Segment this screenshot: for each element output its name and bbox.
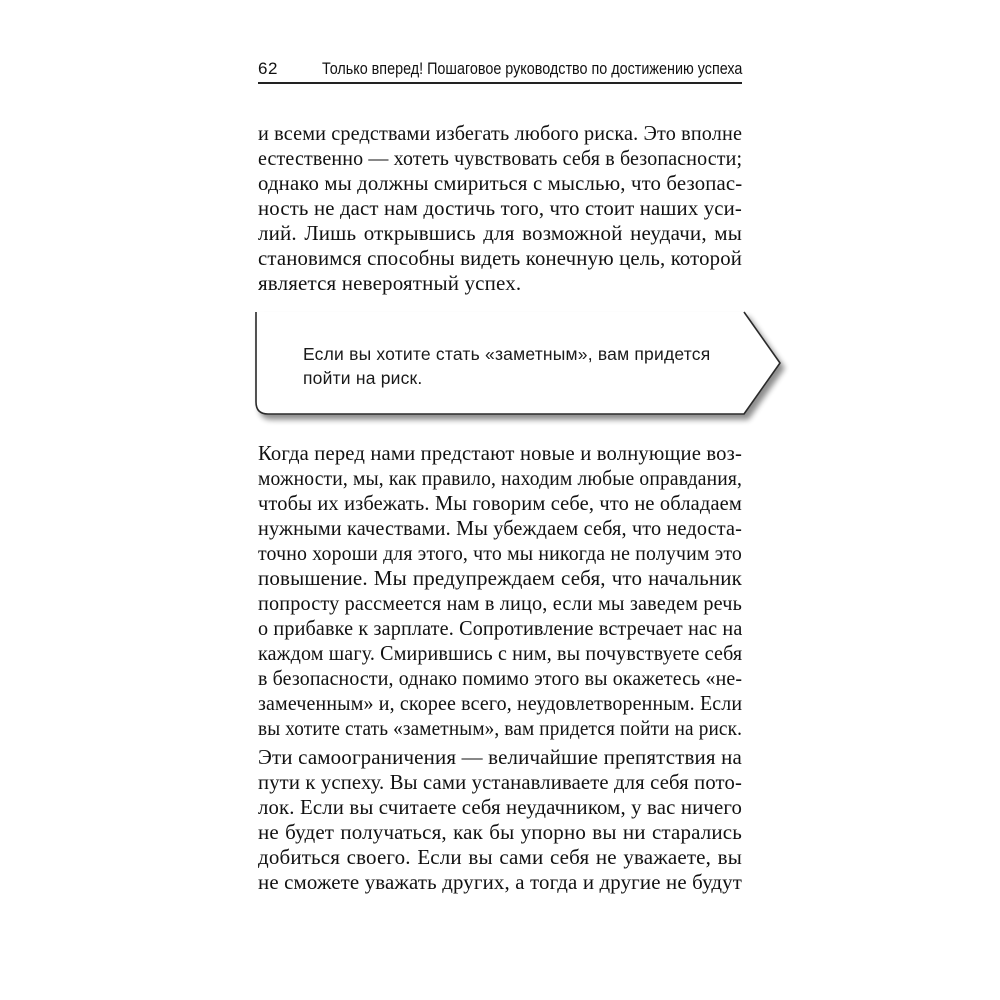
- text-line: не сможете уважать других, а тогда и другие не будут: [258, 870, 742, 894]
- running-head: [258, 56, 742, 82]
- text-line: попросту рассмеется нам в лицо, если мы заведем речь: [258, 591, 742, 615]
- page-number: 62: [258, 59, 278, 78]
- text-line: однако мы должны смириться с мыслью, что безопас-: [258, 171, 743, 195]
- header-rule: [258, 82, 742, 84]
- text-line: является невероятный успех.: [258, 271, 522, 295]
- paragraph-1: [258, 121, 742, 296]
- text-line: о прибавке к зарплате. Сопротивление встречает нас на: [258, 616, 743, 640]
- text-line: Эти самоограничения — величайшие препятствия на: [258, 745, 742, 769]
- text-line: замеченным» и, скорее всего, неудовлетворенным. Если: [258, 691, 743, 715]
- text-line: ность не даст нам достичь того, что стоит наших уси-: [258, 196, 743, 220]
- paragraph-3: [258, 745, 742, 895]
- callout-line: Если вы хотите стать «заметным», вам придется: [303, 344, 711, 364]
- paragraph-2: [258, 441, 742, 741]
- text-line: пути к успеху. Вы сами устанавливаете для себя пото-: [258, 770, 742, 794]
- callout-line: пойти на риск.: [303, 368, 423, 388]
- text-line: в безопасности, однако помимо этого вы окажетесь «не-: [258, 666, 743, 690]
- callout-text: [303, 342, 723, 390]
- text-line: добиться своего. Если вы сами себя не уважаете, вы: [258, 845, 742, 869]
- text-line: вы хотите стать «заметным», вам придется пойти на риск.: [258, 716, 743, 740]
- text-line: лий. Лишь открывшись для возможной неудачи, мы: [258, 221, 742, 245]
- text-line: не будет получаться, как бы упорно вы ни старались: [258, 820, 742, 844]
- text-line: и всеми средствами избегать любого риска. Это вполне: [258, 121, 743, 145]
- text-line: нужными качествами. Мы убеждаем себя, что недоста-: [258, 516, 742, 540]
- pull-quote-callout: [252, 310, 792, 420]
- text-line: лок. Если вы считаете себя неудачником, у вас ничего: [258, 795, 743, 819]
- text-line: каждом шагу. Смирившись с ним, вы почувствуете себя: [258, 641, 743, 665]
- text-line: можности, мы, как правило, находим любые оправдания,: [258, 466, 743, 490]
- book-title: Только вперед! Пошаговое руководство по достижению успеха: [321, 59, 742, 78]
- text-line: чтобы их избежать. Мы говорим себе, что не обладаем: [258, 491, 742, 515]
- text-line: естественно — хотеть чувствовать себя в безопасности;: [258, 146, 743, 170]
- text-line: Когда перед нами предстают новые и волнующие воз-: [258, 441, 742, 465]
- text-line: повышение. Мы предупреждаем себя, что начальник: [258, 566, 742, 590]
- text-line: становимся способны видеть конечную цель, которой: [258, 246, 743, 270]
- text-line: точно хороши для этого, что мы никогда не получим это: [258, 541, 742, 565]
